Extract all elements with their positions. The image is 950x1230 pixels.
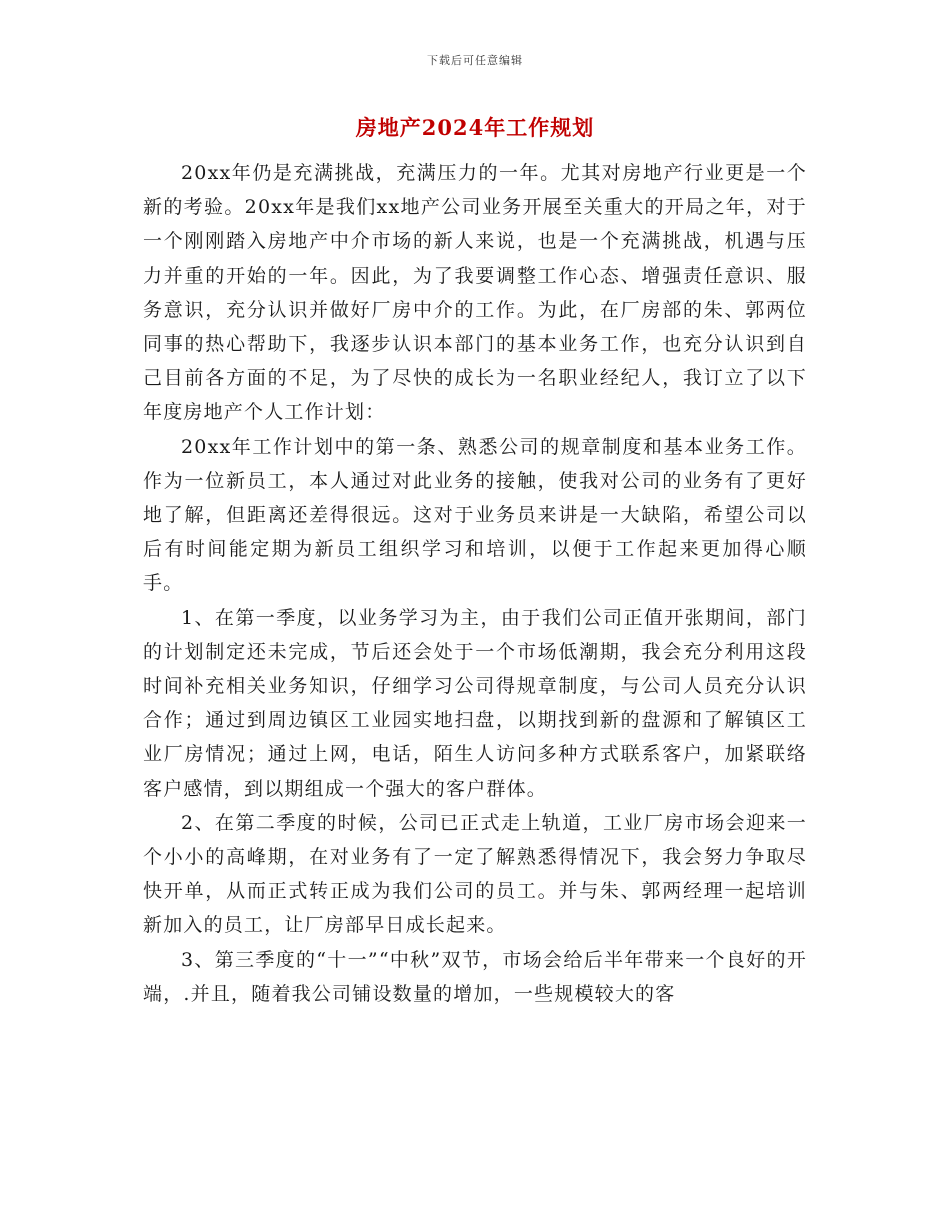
paragraph-second-quarter: 2、在第二季度的时候，公司已正式走上轨道，工业厂房市场会迎来一个小小的高峰期，在对业务有了一定了解熟悉得情况下，我会努力争取尽快开单，从而正式转正成为我们公司的员工。并与朱、郭两经理一起培训新加入的员工，让厂房部早日成长起来。	[143, 811, 807, 937]
header-note: 下载后可任意编辑	[427, 54, 523, 67]
document-body	[143, 156, 807, 1011]
paragraph-intro: 20xx年仍是充满挑战，充满压力的一年。尤其对房地产行业更是一个新的考验。20xx年是我们xx地产公司业务开展至关重大的开局之年，对于一个刚刚踏入房地产中介市场的新人来说，也是一个充满挑战，机遇与压力并重的开始的一年。因此，为了我要调整工作心态、增强责任意识、服务意识，充分认识并做好厂房中介的工作。为此，在厂房部的朱、郭两位同事的热心帮助下，我逐步认识本部门的基本业务工作，也充分认识到自己目前各方面的不足，为了尽快的成长为一名职业经纪人，我订立了以下年度房地产个人工作计划：	[143, 162, 807, 424]
paragraph-third-quarter: 3、第三季度的“十一”“中秋”双节，市场会给后半年带来一个良好的开端，.并且，随着我公司铺设数量的增加，一些规模较大的客	[143, 948, 807, 1005]
paragraph-first-quarter: 1、在第一季度，以业务学习为主，由于我们公司正值开张期间，部门的计划制定还未完成，节后还会处于一个市场低潮期，我会充分利用这段时间补充相关业务知识，仔细学习公司得规章制度，与公司人员充分认识合作；通过到周边镇区工业园实地扫盘，以期找到新的盘源和了解镇区工业厂房情况；通过上网，电话，陌生人访问多种方式联系客户，加紧联络客户感情，到以期组成一个强大的客户群体。	[143, 606, 807, 800]
document-title: 房地产2024年工作规划	[355, 115, 595, 140]
paragraph-plan-item-1: 20xx年工作计划中的第一条、熟悉公司的规章制度和基本业务工作。作为一位新员工，本人通过对此业务的接触，使我对公司的业务有了更好地了解，但距离还差得很远。这对于业务员来讲是一大缺陷，希望公司以后有时间能定期为新员工组织学习和培训，以便于工作起来更加得心顺手。	[143, 435, 807, 595]
